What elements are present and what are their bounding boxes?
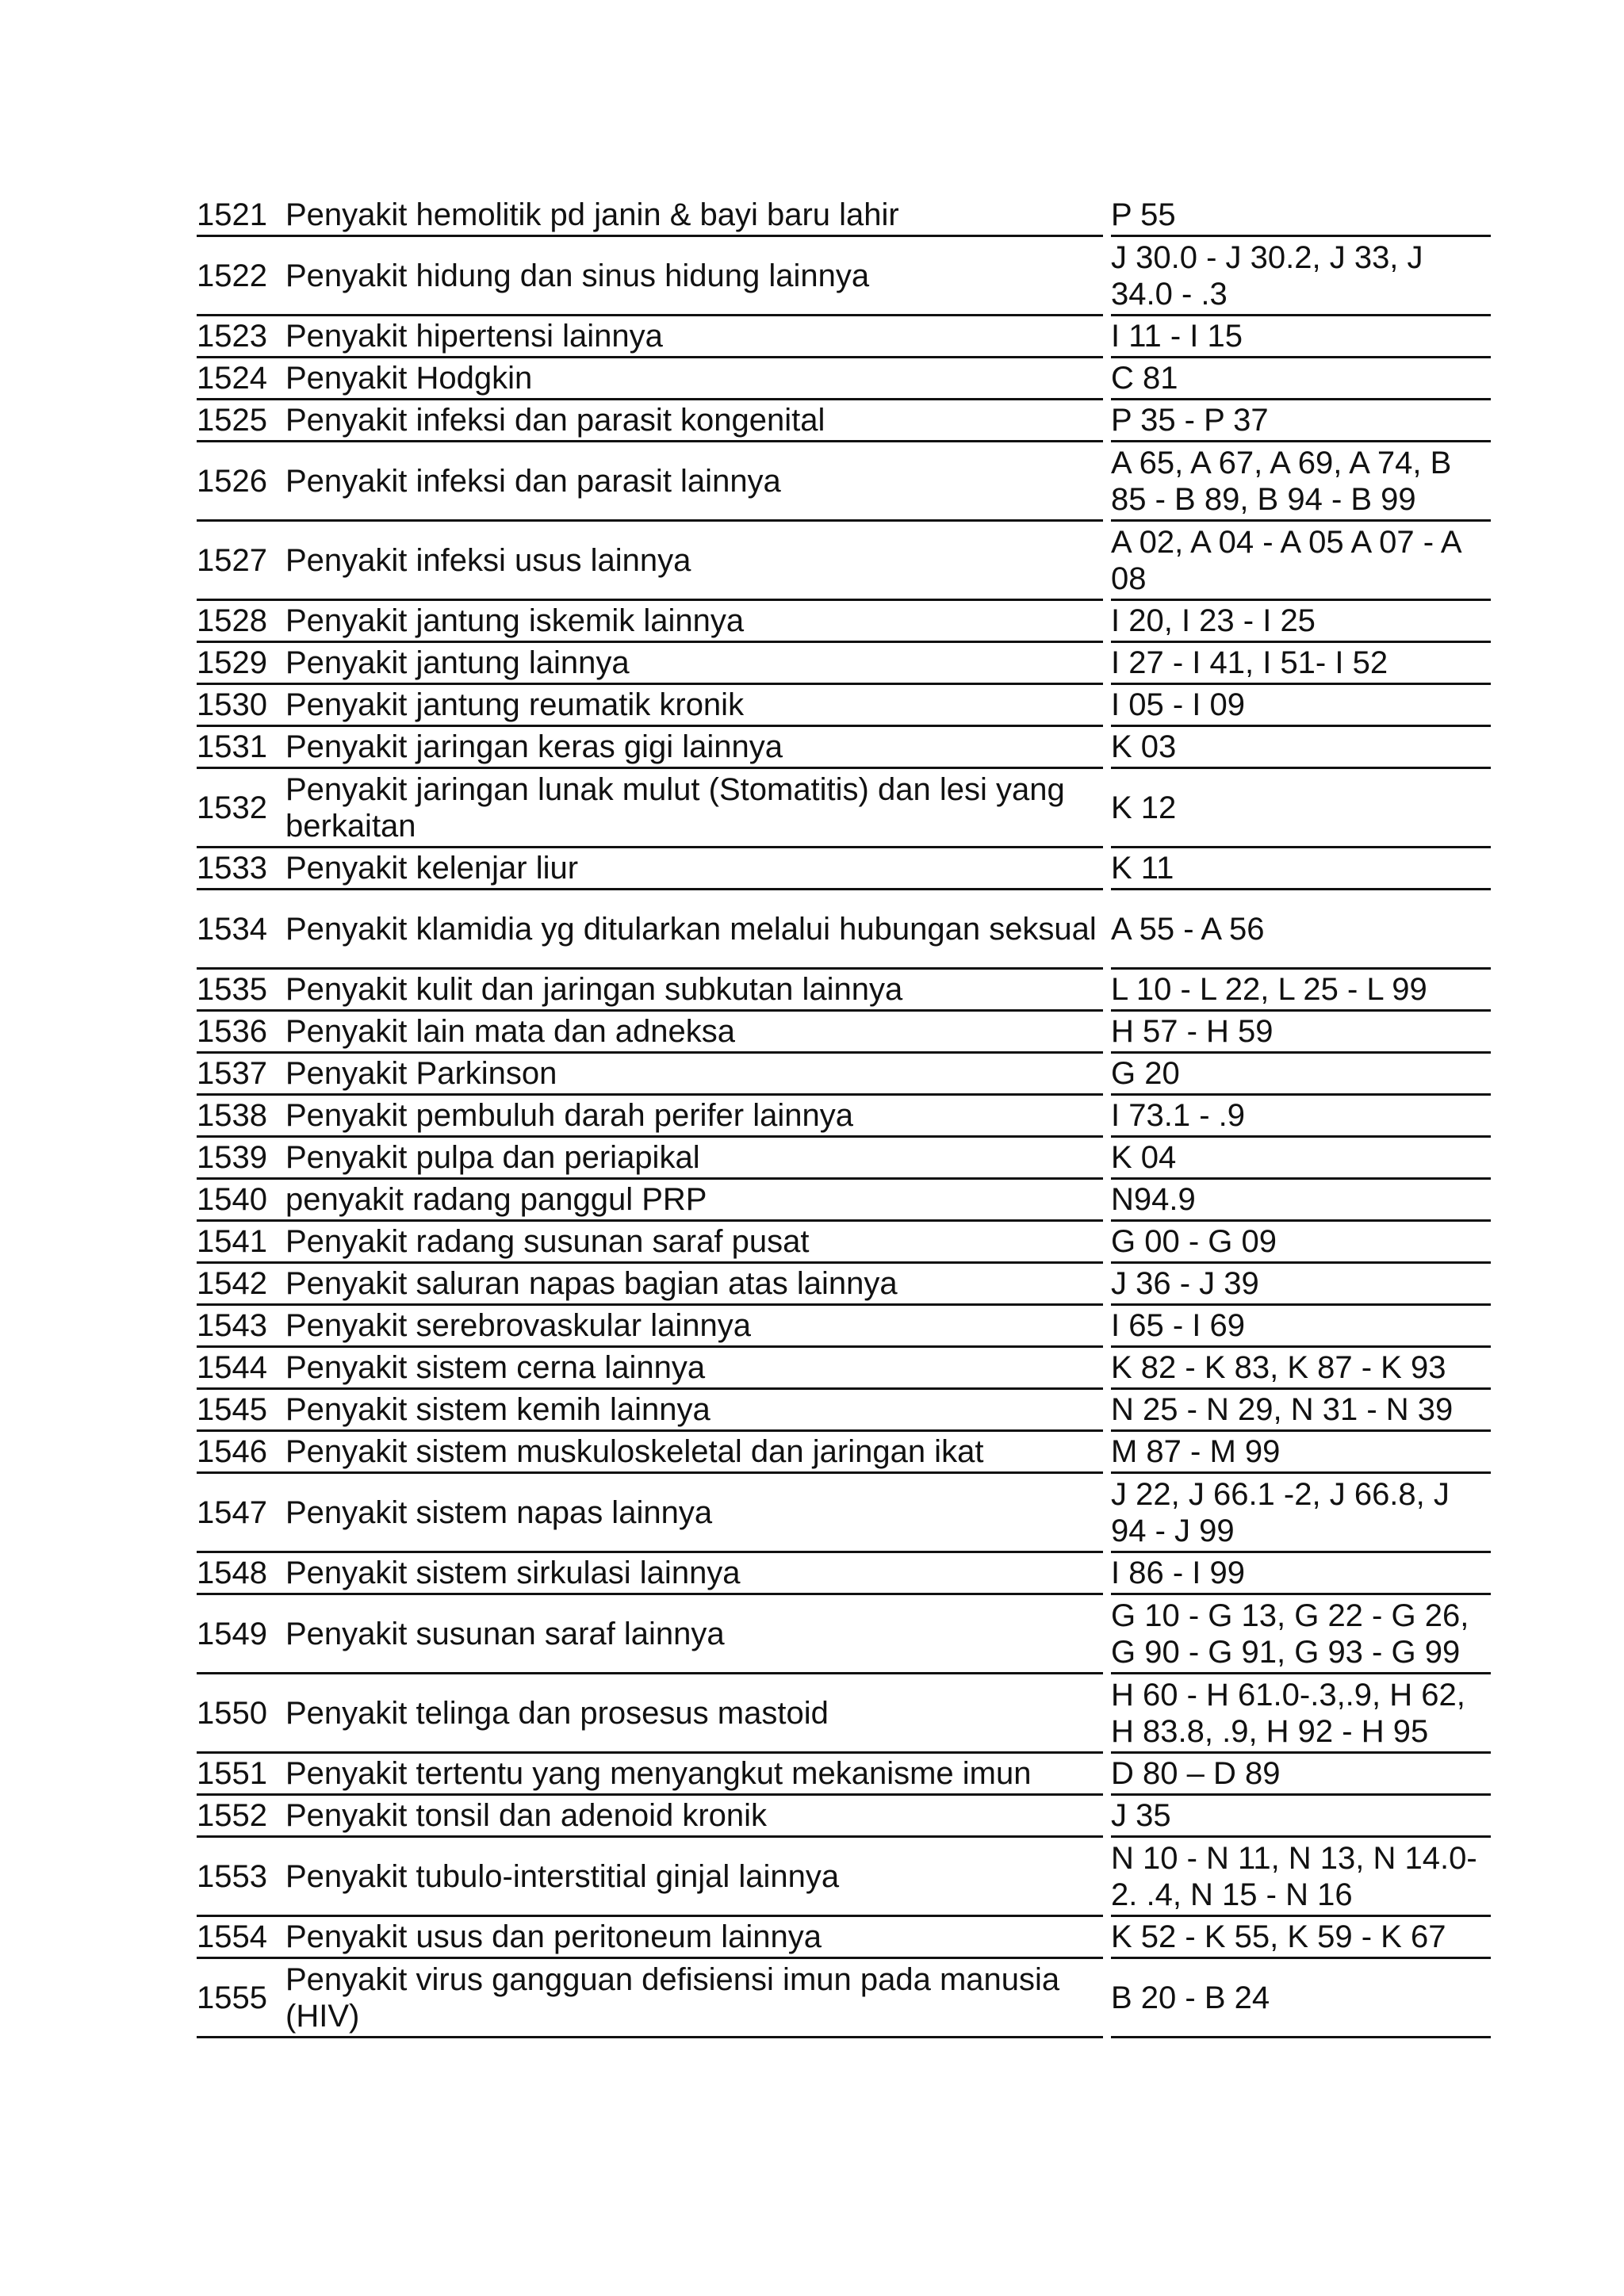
icd-code: I 20, I 23 - I 25 [1111,601,1491,643]
table-row [197,1264,1491,1306]
row-number: 1546 [197,1432,285,1474]
disease-name: Penyakit hidung dan sinus hidung lainnya [285,237,1103,316]
row-number: 1532 [197,769,285,848]
icd-code: K 52 - K 55, K 59 - K 67 [1111,1917,1491,1959]
disease-name: Penyakit sistem muskuloskeletal dan jaringan ikat [285,1432,1103,1474]
table-row [197,316,1491,358]
table-row [197,1959,1491,2038]
icd-code: J 35 [1111,1796,1491,1838]
disease-name: Penyakit pulpa dan periapikal [285,1138,1103,1180]
table-row [197,1796,1491,1838]
icd-code: C 81 [1111,358,1491,400]
row-number: 1550 [197,1674,285,1754]
icd-code: I 65 - I 69 [1111,1306,1491,1348]
icd-code: K 11 [1111,848,1491,890]
table-row [197,522,1491,601]
icd-code: G 10 - G 13, G 22 - G 26, G 90 - G 91, G 93 - G 99 [1111,1595,1491,1674]
row-number: 1552 [197,1796,285,1838]
row-number: 1533 [197,848,285,890]
row-number: 1537 [197,1054,285,1096]
icd-code: J 30.0 - J 30.2, J 33, J 34.0 - .3 [1111,237,1491,316]
icd-code: M 87 - M 99 [1111,1432,1491,1474]
icd-code: K 03 [1111,727,1491,769]
disease-name: Penyakit serebrovaskular lainnya [285,1306,1103,1348]
table-row [197,769,1491,848]
disease-name: Penyakit tonsil dan adenoid kronik [285,1796,1103,1838]
table-row [197,1138,1491,1180]
disease-name: Penyakit Parkinson [285,1054,1103,1096]
disease-name: Penyakit tertentu yang menyangkut mekanisme imun [285,1754,1103,1796]
icd-code: I 73.1 - .9 [1111,1096,1491,1138]
disease-name: Penyakit jantung iskemik lainnya [285,601,1103,643]
disease-name: Penyakit hemolitik pd janin & bayi baru lahir [285,195,1103,237]
icd-code: N 10 - N 11, N 13, N 14.0- 2. .4, N 15 - N 16 [1111,1838,1491,1917]
row-number: 1522 [197,237,285,316]
icd-code: A 65, A 67, A 69, A 74, B 85 - B 89, B 94 - B 99 [1111,442,1491,522]
icd-code: I 05 - I 09 [1111,685,1491,727]
row-number: 1543 [197,1306,285,1348]
disease-name: Penyakit hipertensi lainnya [285,316,1103,358]
disease-name: Penyakit susunan saraf lainnya [285,1595,1103,1674]
row-number: 1545 [197,1390,285,1432]
disease-name: Penyakit sistem sirkulasi lainnya [285,1553,1103,1595]
icd-code: L 10 - L 22, L 25 - L 99 [1111,970,1491,1012]
icd-code: H 60 - H 61.0-.3,.9, H 62, H 83.8, .9, H 92 - H 95 [1111,1674,1491,1754]
table-row [197,195,1491,237]
table-row [197,1553,1491,1595]
disease-name: Penyakit jaringan keras gigi lainnya [285,727,1103,769]
disease-name: Penyakit lain mata dan adneksa [285,1012,1103,1054]
icd-code: I 11 - I 15 [1111,316,1491,358]
table-row [197,601,1491,643]
icd-code: G 00 - G 09 [1111,1222,1491,1264]
icd-code: H 57 - H 59 [1111,1012,1491,1054]
table-row [197,1390,1491,1432]
disease-name: Penyakit jantung reumatik kronik [285,685,1103,727]
icd-code: A 02, A 04 - A 05 A 07 - A 08 [1111,522,1491,601]
table-row [197,643,1491,685]
icd-code: J 36 - J 39 [1111,1264,1491,1306]
table-row [197,890,1491,970]
table-row [197,237,1491,316]
row-number: 1555 [197,1959,285,2038]
disease-name: penyakit radang panggul PRP [285,1180,1103,1222]
disease-name: Penyakit saluran napas bagian atas lainnya [285,1264,1103,1306]
disease-name: Penyakit jaringan lunak mulut (Stomatitis) dan lesi yang berkaitan [285,769,1103,848]
row-number: 1548 [197,1553,285,1595]
disease-code-table [197,195,1491,2038]
icd-code: K 82 - K 83, K 87 - K 93 [1111,1348,1491,1390]
row-number: 1521 [197,195,285,237]
icd-code: J 22, J 66.1 -2, J 66.8, J 94 - J 99 [1111,1474,1491,1553]
row-number: 1530 [197,685,285,727]
disease-name: Penyakit sistem cerna lainnya [285,1348,1103,1390]
icd-code: I 86 - I 99 [1111,1553,1491,1595]
table-row [197,848,1491,890]
table-row [197,970,1491,1012]
disease-name: Penyakit telinga dan prosesus mastoid [285,1674,1103,1754]
table-row [197,442,1491,522]
disease-name: Penyakit klamidia yg ditularkan melalui hubungan seksual [285,890,1103,970]
row-number: 1549 [197,1595,285,1674]
table-row [197,1432,1491,1474]
icd-code: P 35 - P 37 [1111,400,1491,442]
icd-code: K 12 [1111,769,1491,848]
row-number: 1541 [197,1222,285,1264]
row-number: 1547 [197,1474,285,1553]
row-number: 1554 [197,1917,285,1959]
disease-name: Penyakit kelenjar liur [285,848,1103,890]
icd-code: D 80 – D 89 [1111,1754,1491,1796]
icd-code: A 55 - A 56 [1111,890,1491,970]
row-number: 1534 [197,890,285,970]
row-number: 1542 [197,1264,285,1306]
icd-code: N 25 - N 29, N 31 - N 39 [1111,1390,1491,1432]
row-number: 1526 [197,442,285,522]
table-row [197,358,1491,400]
table-row [197,1096,1491,1138]
icd-code: B 20 - B 24 [1111,1959,1491,2038]
row-number: 1523 [197,316,285,358]
row-number: 1553 [197,1838,285,1917]
table-row [197,1754,1491,1796]
table-row [197,1474,1491,1553]
table-row [197,1595,1491,1674]
row-number: 1531 [197,727,285,769]
table-row [197,1838,1491,1917]
disease-name: Penyakit sistem napas lainnya [285,1474,1103,1553]
disease-name: Penyakit tubulo-interstitial ginjal lainnya [285,1838,1103,1917]
table-row [197,1012,1491,1054]
disease-name: Penyakit Hodgkin [285,358,1103,400]
disease-name: Penyakit radang susunan saraf pusat [285,1222,1103,1264]
disease-name: Penyakit infeksi dan parasit lainnya [285,442,1103,522]
table-row [197,1054,1491,1096]
disease-name: Penyakit infeksi dan parasit kongenital [285,400,1103,442]
table-row [197,1180,1491,1222]
table-row [197,1917,1491,1959]
disease-name: Penyakit virus gangguan defisiensi imun pada manusia (HIV) [285,1959,1103,2038]
icd-code: N94.9 [1111,1180,1491,1222]
row-number: 1544 [197,1348,285,1390]
row-number: 1527 [197,522,285,601]
disease-name: Penyakit kulit dan jaringan subkutan lainnya [285,970,1103,1012]
row-number: 1525 [197,400,285,442]
icd-code: G 20 [1111,1054,1491,1096]
disease-name: Penyakit jantung lainnya [285,643,1103,685]
table-row [197,1222,1491,1264]
row-number: 1524 [197,358,285,400]
table-row [197,400,1491,442]
icd-code: K 04 [1111,1138,1491,1180]
row-number: 1540 [197,1180,285,1222]
row-number: 1529 [197,643,285,685]
row-number: 1538 [197,1096,285,1138]
table-row [197,685,1491,727]
row-number: 1535 [197,970,285,1012]
table-row [197,727,1491,769]
table-row [197,1348,1491,1390]
row-number: 1528 [197,601,285,643]
row-number: 1551 [197,1754,285,1796]
icd-code: I 27 - I 41, I 51- I 52 [1111,643,1491,685]
row-number: 1536 [197,1012,285,1054]
disease-name: Penyakit usus dan peritoneum lainnya [285,1917,1103,1959]
table-row [197,1674,1491,1754]
disease-name: Penyakit sistem kemih lainnya [285,1390,1103,1432]
disease-name: Penyakit infeksi usus lainnya [285,522,1103,601]
icd-code: P 55 [1111,195,1491,237]
disease-name: Penyakit pembuluh darah perifer lainnya [285,1096,1103,1138]
row-number: 1539 [197,1138,285,1180]
table-row [197,1306,1491,1348]
